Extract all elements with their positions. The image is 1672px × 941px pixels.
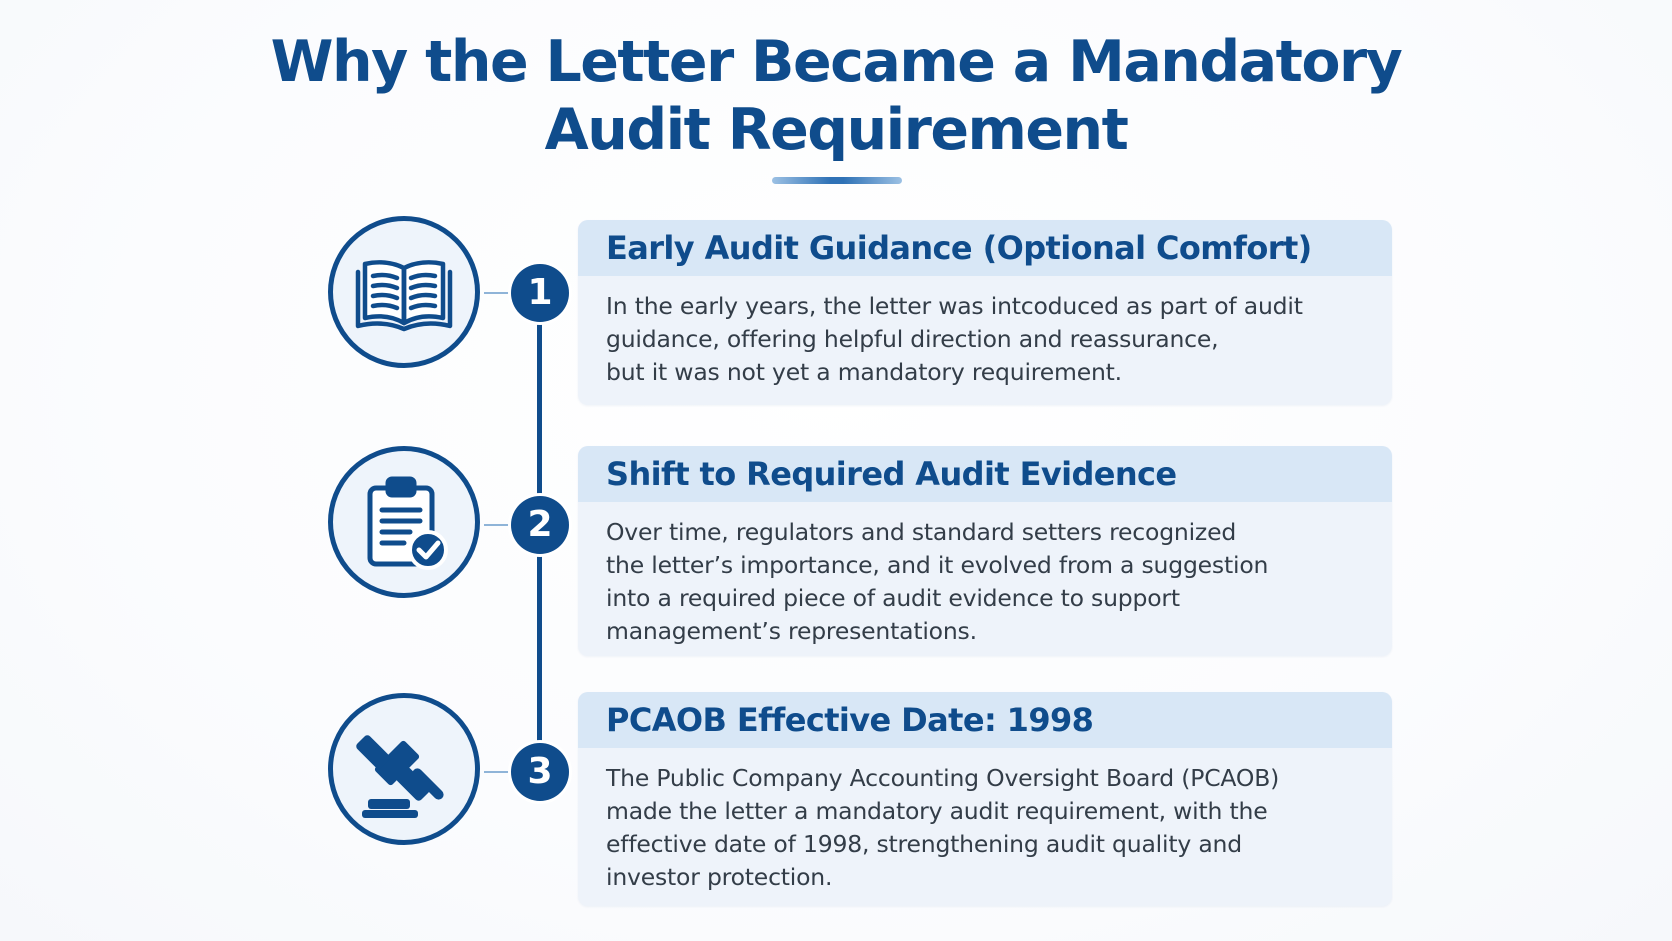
title-line-1: Why the Letter Became a Mandatory — [270, 29, 1402, 95]
open-book-icon — [328, 216, 480, 368]
step-body-line: effective date of 1998, strengthening audit quality and — [606, 830, 1242, 858]
connector-1 — [484, 292, 514, 294]
step-body-1 — [578, 276, 1392, 389]
step-body-line: the letter’s importance, and it evolved from a suggestion — [606, 551, 1269, 579]
connector-2 — [484, 524, 514, 526]
step-number-2: 2 — [511, 496, 569, 554]
page-title — [0, 28, 1672, 164]
step-number-3: 3 — [511, 743, 569, 801]
step-body-2 — [578, 502, 1392, 648]
title-line-2: Audit Requirement — [544, 97, 1128, 163]
step-body-line: The Public Company Accounting Oversight Board (PCAOB) — [606, 764, 1280, 792]
step-body-line: Over time, regulators and standard setters recognized — [606, 518, 1237, 546]
step-body-line: guidance, offering helpful direction and reassurance, — [606, 325, 1219, 353]
step-card-2 — [578, 446, 1392, 656]
step-number-1: 1 — [511, 264, 569, 322]
clipboard-check-icon — [328, 446, 480, 598]
connector-3 — [484, 771, 514, 773]
gavel-icon — [328, 693, 480, 845]
step-body-3 — [578, 748, 1392, 894]
step-card-1 — [578, 220, 1392, 405]
step-body-line: made the letter a mandatory audit requirement, with the — [606, 797, 1268, 825]
step-body-line: but it was not yet a mandatory requirement. — [606, 358, 1122, 386]
step-heading-2: Shift to Required Audit Evidence — [578, 446, 1392, 502]
step-body-line: into a required piece of audit evidence to support — [606, 584, 1180, 612]
title-underline — [772, 177, 902, 184]
step-body-line: management’s representations. — [606, 617, 977, 645]
step-card-3 — [578, 692, 1392, 906]
step-body-line: In the early years, the letter was intcoduced as part of audit — [606, 292, 1303, 320]
step-heading-1: Early Audit Guidance (Optional Comfort) — [578, 220, 1392, 276]
step-body-line: investor protection. — [606, 863, 833, 891]
step-heading-3: PCAOB Effective Date: 1998 — [578, 692, 1392, 748]
